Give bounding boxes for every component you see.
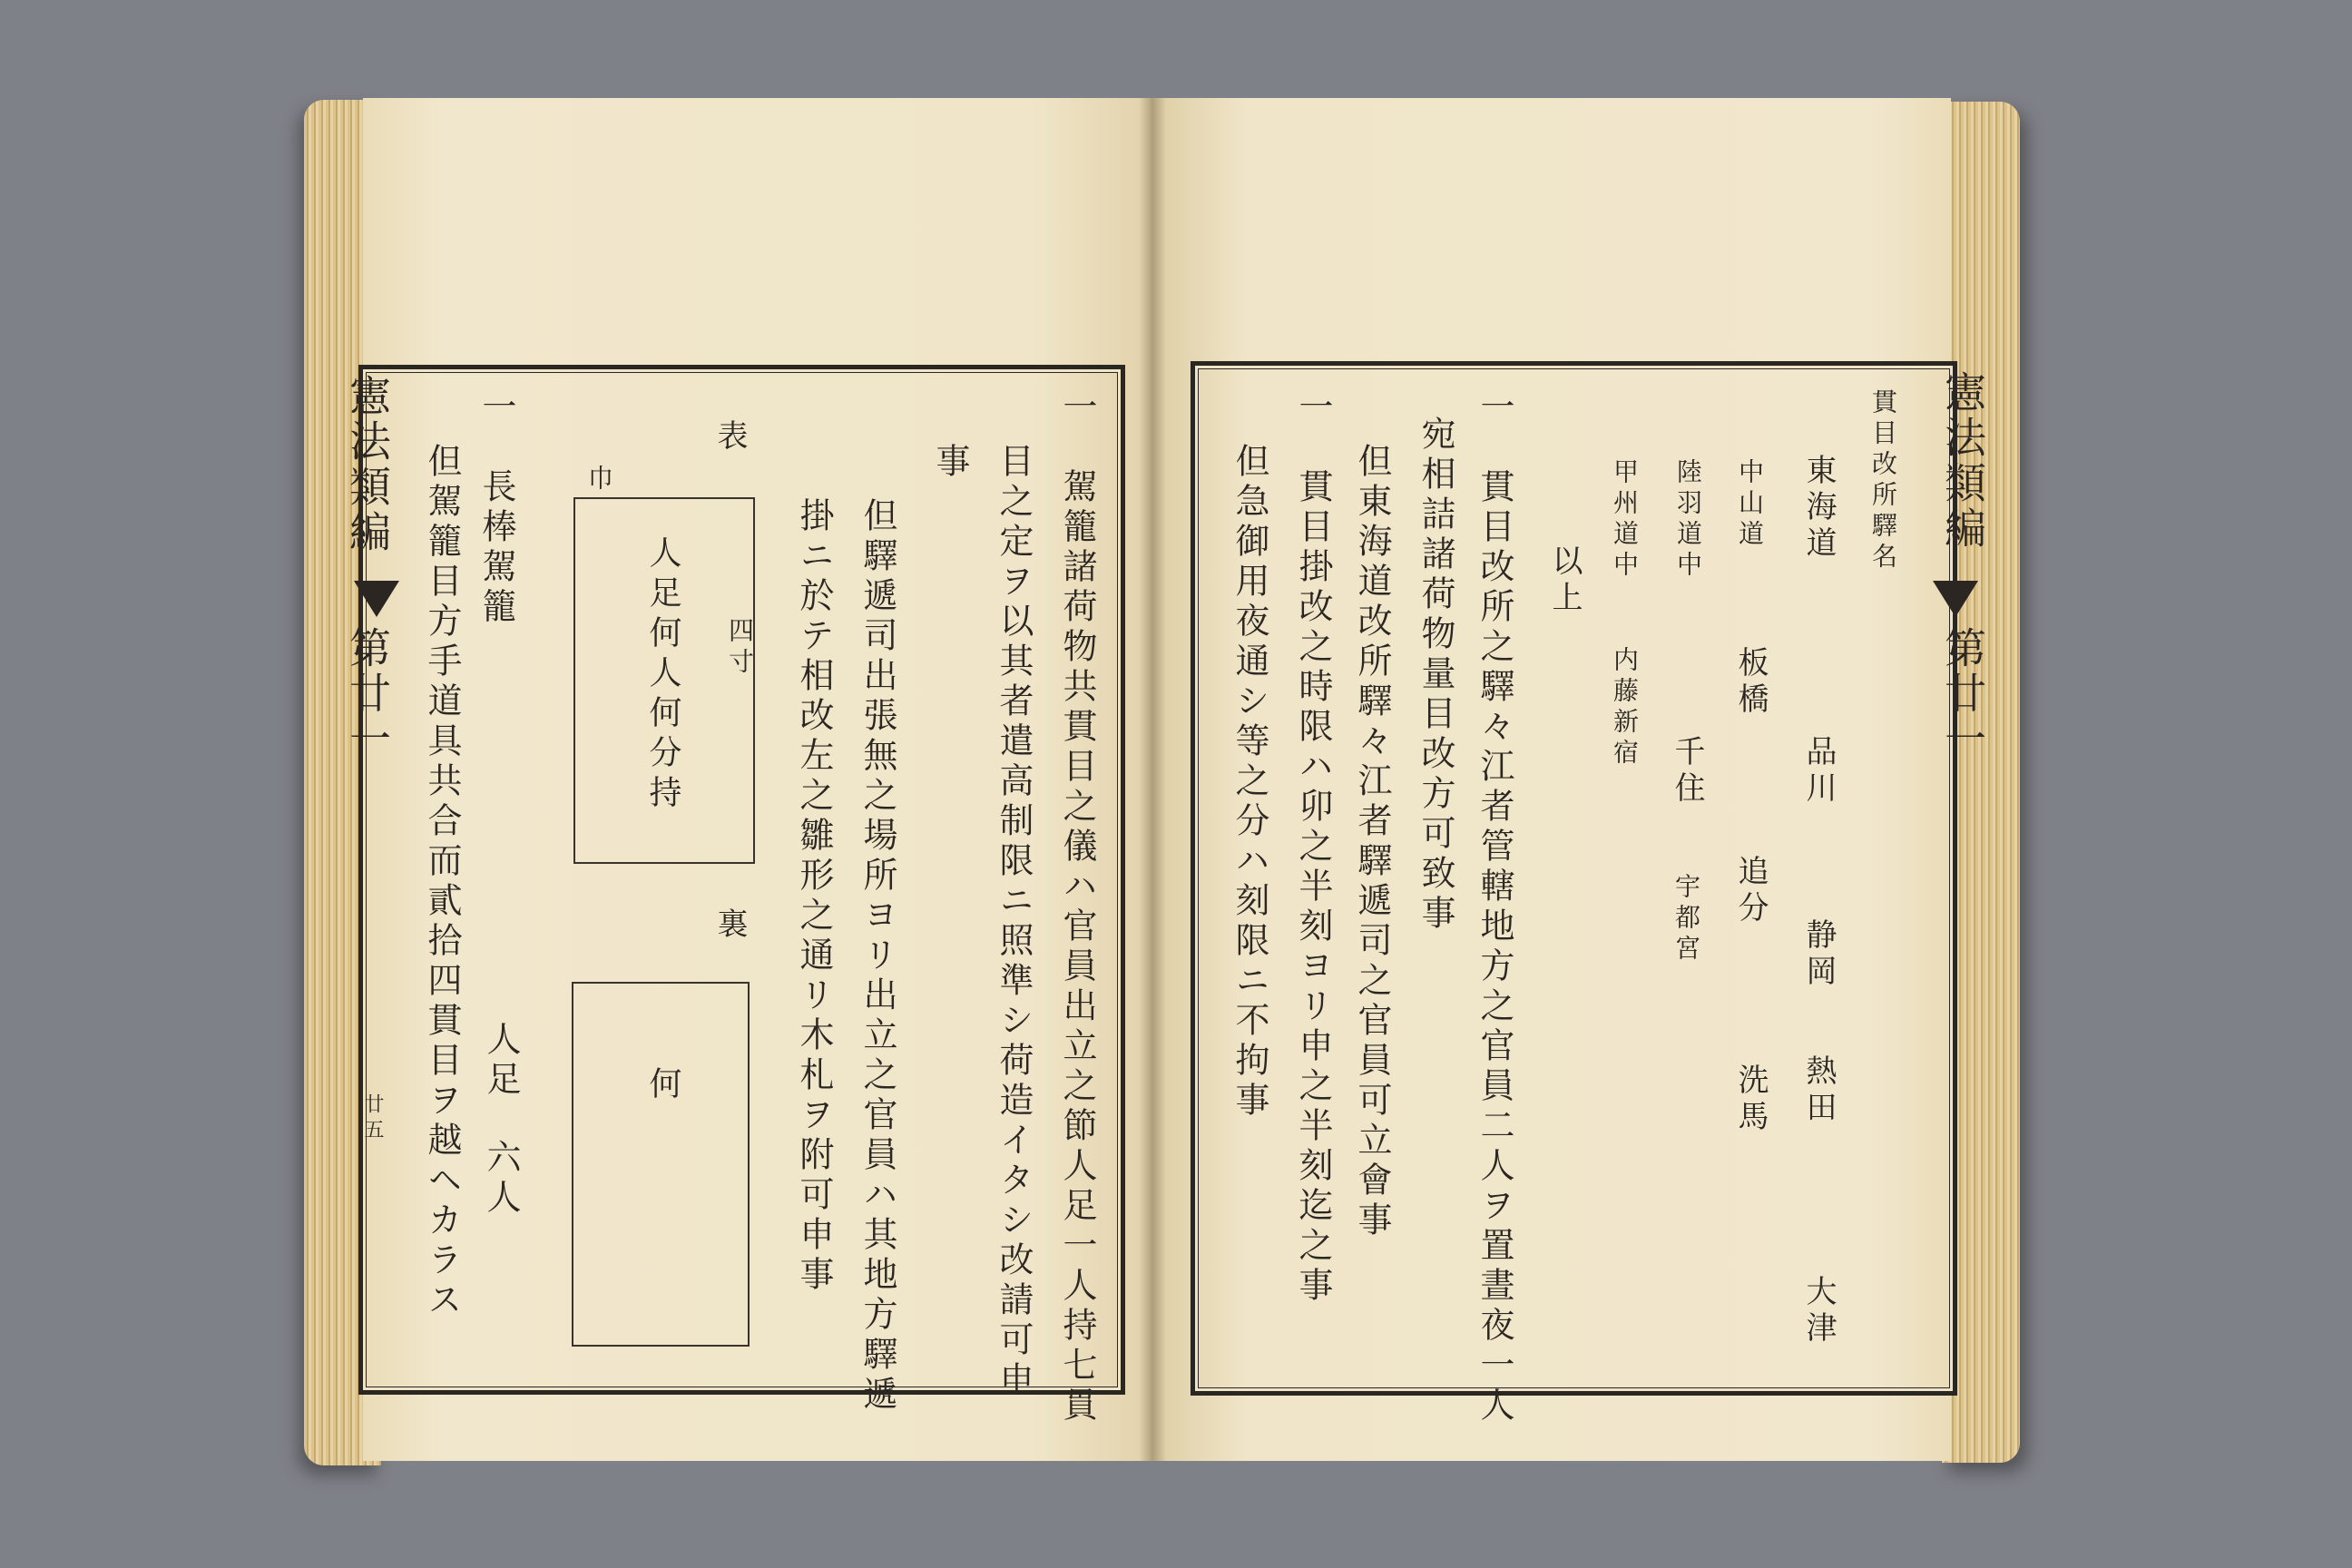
- right-col-4: 一 貫目掛改之時限ハ卯之半刻ヨリ申之半刻迄之事: [1293, 388, 1333, 1307]
- tag-back-box: [572, 982, 750, 1347]
- tag-back-label: 裏: [711, 907, 748, 944]
- carriers-count: 六人: [481, 1139, 521, 1219]
- route-3-station-2: 宇都宮: [1671, 873, 1701, 965]
- left-lower-col-1: 一 長棒駕籠: [476, 388, 516, 628]
- route-1-station-1: 品川: [1800, 735, 1837, 808]
- route-road-1: 東海道: [1800, 454, 1837, 563]
- right-col-2: 宛相詰諸荷物量目改方可致事: [1416, 416, 1455, 935]
- carriers-label: 人足: [481, 1021, 521, 1101]
- tag-size-label: 四寸: [725, 617, 755, 679]
- route-3-station-1: 千住: [1669, 735, 1705, 808]
- route-2-station-2: 追分: [1732, 855, 1769, 927]
- tag-front-label: 表: [711, 419, 748, 456]
- left-col-1: 一 駕籠諸荷物共貫目之儀ハ官員出立之節人足一人持七貫: [1057, 388, 1097, 1426]
- left-col-5: 掛ニ於テ相改左之雛形之通リ木札ヲ附可申事: [794, 497, 834, 1296]
- right-margin-chapter: 第廿一: [1938, 626, 1987, 762]
- stations-heading: 貫目改所驛名: [1868, 388, 1898, 573]
- route-2-station-1: 板橋: [1732, 646, 1769, 719]
- route-1-station-4: 大津: [1800, 1275, 1837, 1348]
- ijo-label: 以上: [1546, 544, 1583, 617]
- left-col-3: 事: [930, 443, 970, 483]
- left-page-number: 廿五: [361, 1093, 384, 1144]
- route-2-station-3: 洗馬: [1732, 1063, 1769, 1136]
- route-road-4: 甲州道中: [1610, 458, 1640, 582]
- right-margin-title: 憲法類編: [1938, 370, 1987, 552]
- right-col-3: 但東海道改所驛々江者驛遞司之官員可立會事: [1352, 443, 1392, 1241]
- route-1-station-3: 熱田: [1800, 1054, 1837, 1127]
- right-col-1: 一 貫目改所之驛々江者管轄地方之官員二人ヲ置晝夜一人: [1475, 388, 1514, 1426]
- fish-tail-mark-left: [349, 581, 404, 626]
- route-road-3: 陸羽道中: [1673, 458, 1703, 582]
- tag-front-text: 人足何人何分持: [644, 535, 681, 815]
- tag-width-mark: 巾: [584, 465, 614, 495]
- left-col-4: 但驛遞司出張無之場所ヨリ出立之官員ハ其地方驛遞: [858, 497, 897, 1416]
- tag-back-text: 何: [644, 1066, 681, 1106]
- left-margin-chapter: 第廿一: [343, 626, 392, 762]
- route-1-station-2: 静岡: [1800, 918, 1837, 991]
- left-col-2: 目之定ヲ以其者遣高制限ニ照準シ荷造イタシ改請可申: [994, 443, 1034, 1401]
- route-road-2: 中山道: [1735, 458, 1765, 551]
- route-4-station-1: 内藤新宿: [1610, 646, 1640, 769]
- left-margin-title: 憲法類編: [343, 374, 392, 555]
- right-col-5: 但急御用夜通シ等之分ハ刻限ニ不拘事: [1230, 443, 1269, 1122]
- fish-tail-mark-right: [1928, 581, 1983, 626]
- book-gutter: [1139, 98, 1166, 1461]
- left-lower-col-2: 但駕籠目方手道具共合而貳拾四貫目ヲ越ヘカラス: [422, 443, 462, 1321]
